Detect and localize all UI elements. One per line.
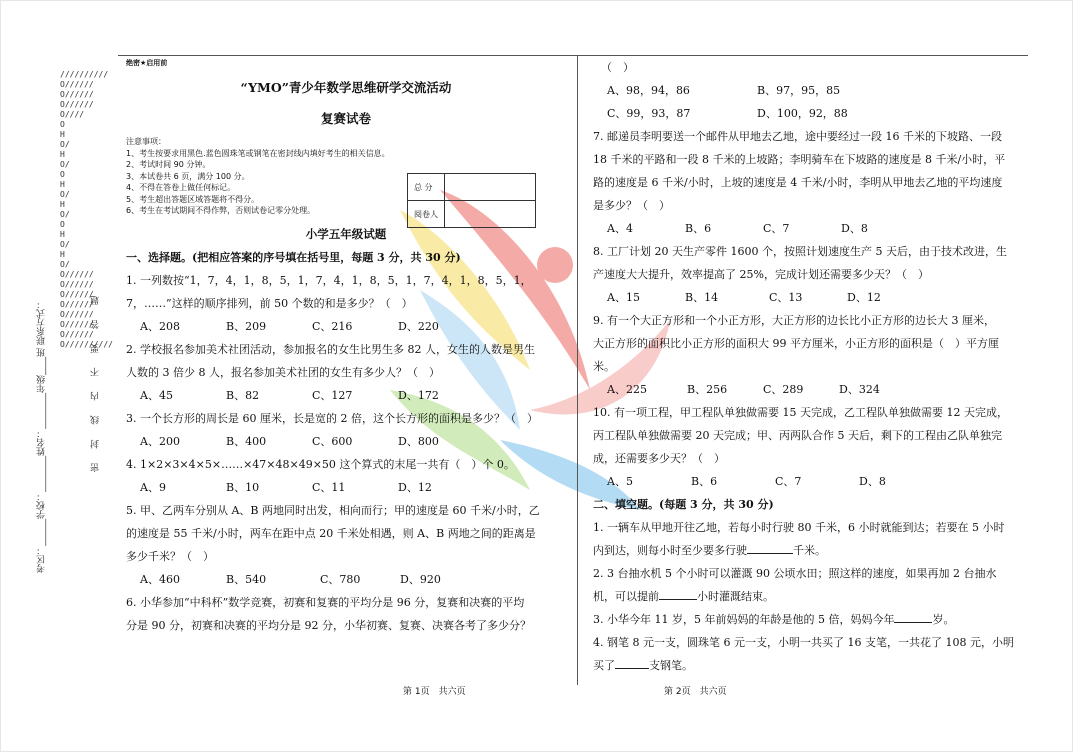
page-2 (593, 56, 1033, 677)
option: B、10 (226, 480, 260, 494)
option: D、12 (398, 480, 432, 494)
section1-heading: 一、选择题。(把相应答案的序号填在括号里，每题 3 分，共 30 分) (126, 250, 461, 264)
answer-blank[interactable] (894, 610, 932, 623)
option: C、600 (312, 434, 353, 448)
total-score-label: 总 分 (408, 174, 445, 201)
answer-blank[interactable] (747, 541, 793, 554)
f2-text: 机，可以提前 小时灌溉结束。 (593, 585, 1033, 608)
seal-line-pattern: //////////O//////O//////O//////O////OHO/HO/OHO/HO/OHO/HO/O//////O//////O//////O//////O//////O//////O//////O////////// (60, 70, 113, 349)
option: A、4 (607, 222, 633, 235)
q3-options (126, 430, 566, 453)
f2-text: 2. 3 台抽水机 5 个小时可以灌溉 90 公顷水田；照这样的速度，如果再加 2 台抽水 (593, 567, 997, 580)
q9-text: 大正方形的面积比小正方形的面积大 99 平方厘米，小正方形的面积是（ ）平方厘 (593, 337, 999, 350)
option: C、13 (769, 291, 803, 304)
notes-heading: 注意事项： (126, 137, 166, 146)
option: D、12 (847, 291, 881, 304)
option: B、400 (226, 434, 267, 448)
q6-options-row1 (593, 79, 1033, 102)
q9-options (593, 378, 1033, 401)
exam-subtitle: 复赛试卷 (320, 111, 371, 126)
note-item: 1、考生按要求用黑色.蓝色圆珠笔或钢笔在密封线内填好考生的相关信息。 (126, 148, 390, 158)
option: A、45 (140, 388, 173, 402)
option: A、460 (140, 572, 180, 586)
q10-text: 成，还需要多少天？（ ） (593, 452, 725, 465)
answer-blank[interactable] (615, 656, 649, 669)
option: A、208 (140, 319, 180, 333)
option: D、8 (859, 475, 886, 488)
q4-text: 4. 1×2×3×4×5×……×47×48×49×50 这个算式的末尾一共有（ ）个 0。 (126, 457, 515, 471)
option: C、127 (312, 388, 353, 402)
option: B、14 (685, 291, 719, 304)
f4-text: 4. 钢笔 8 元一支，圆珠笔 6 元一支，小明一共买了 16 支笔，一共花了 108 元，小明 (593, 636, 1014, 649)
option: D、324 (839, 383, 880, 396)
option: A、15 (607, 291, 640, 304)
q1-text: 7，……”这样的顺序排列，前 50 个数的和是多少？（ ） (126, 296, 413, 310)
section2-heading: 二、填空题。(每题 3 分，共 30 分) (593, 498, 774, 511)
q9-text: 9. 有一个大正方形和一个小正方形，大正方形的边长比小正方形的边长大 3 厘米， (593, 314, 995, 327)
q6-text: 分是 90 分，初赛和决赛的平均分是 92 分，小华初赛、复赛、决赛各考了多少分？ (126, 618, 531, 632)
q2-text: 2. 学校报名参加美术社团活动，参加报名的女生比男生多 82 人，女生的人数是男生 (126, 342, 535, 356)
secret-mark: 绝密★启用前 (126, 59, 168, 67)
option: C、289 (763, 383, 804, 396)
f4-text: 买了 支钢笔。 (593, 654, 1033, 677)
option: B、6 (691, 475, 718, 488)
answer-blank[interactable] (659, 587, 697, 600)
option: D、8 (841, 222, 868, 235)
column-divider (577, 55, 578, 685)
student-info-fields: 考区：______学校：________姓名：________年级____班 联系方式： (37, 300, 47, 573)
option: A、200 (140, 434, 180, 448)
q10-options (593, 470, 1033, 493)
option: B、6 (685, 222, 712, 235)
option: C、7 (763, 222, 790, 235)
page-number-right: 第 2页 共六页 (664, 687, 727, 697)
note-item: 5、考生超出答题区域答题将不得分。 (126, 194, 260, 204)
option: A、5 (607, 475, 633, 488)
q9-text: 米。 (593, 360, 615, 373)
page-number-left: 第 1页 共六页 (403, 687, 466, 697)
q4-options (126, 476, 566, 499)
q8-options (593, 286, 1033, 309)
f1-text: 内到达，则每小时至少要多行驶 千米。 (593, 539, 1033, 562)
exam-title: “YMO”青少年数学思维研学交流活动 (240, 80, 452, 95)
option: C、7 (775, 475, 802, 488)
q5-text: 的速度是 55 千米/小时，两车在距中点 20 千米处相遇，则 A、B 两地之间的距离是 (126, 526, 536, 540)
total-score-cell[interactable] (445, 174, 536, 201)
option: B、97，95，85 (757, 84, 841, 97)
note-item: 3、本试卷共 6 页，满分 100 分。 (126, 171, 250, 181)
q1-text: 1. 一列数按“1，7，4，1，8，5，1，7，4，1，8，5，1，7，4，1，8，5，1， (126, 273, 532, 287)
grader-cell[interactable] (445, 201, 536, 228)
q3-text: 3. 一个长方形的周长是 60 厘米，长是宽的 2 倍，这个长方形的面积是多少？（ ） (126, 411, 538, 425)
option: B、82 (226, 388, 260, 402)
score-table (407, 173, 536, 228)
option: A、225 (607, 383, 647, 396)
grader-label: 阅卷人 (408, 201, 445, 228)
page-1 (126, 56, 566, 637)
q8-text: 产速度大大提升，效率提高了 25%，完成计划还需要多少天？（ ） (593, 268, 929, 281)
f3-text: 3. 小华今年 11 岁，5 年前妈妈的年龄是他的 5 倍，妈妈今年 岁。 (593, 608, 1033, 631)
q10-text: 10. 有一项工程，甲工程队单独做需要 15 天完成，乙工程队单独做需要 12 天完成， (593, 406, 1008, 419)
q5-options (126, 568, 566, 591)
q7-text: 路的速度是 6 千米/小时，上坡的速度是 4 千米/小时，李明从甲地去乙地的平均速度 (593, 176, 1003, 189)
grade-title: 小学五年级试题 (305, 226, 387, 241)
option: D、800 (398, 434, 439, 448)
option: C、99，93，87 (607, 107, 691, 120)
note-item: 2、考试时间 90 分钟。 (126, 160, 211, 169)
q6-text: （ ） (601, 61, 634, 74)
option: C、780 (320, 572, 361, 586)
option: B、256 (687, 383, 728, 396)
option: B、209 (226, 319, 267, 333)
q10-text: 丙工程队单独做需要 20 天完成；甲、丙两队合作 5 天后，剩下的工程由乙队单独完 (593, 429, 1002, 442)
option: D、220 (398, 319, 439, 333)
q7-text: 是多少？（ ） (593, 199, 670, 212)
exam-notes (126, 136, 416, 217)
note-item: 4、不得在答卷上做任何标记。 (126, 183, 236, 192)
option: D、172 (398, 388, 439, 402)
q7-text: 7. 邮递员李明要送一个邮件从甲地去乙地，途中要经过一段 16 千米的下坡路、一段 (593, 130, 1002, 143)
q1-options (126, 315, 566, 338)
q5-text: 5. 甲、乙两车分别从 A、B 两地同时出发，相向而行；甲的速度是 60 千米/小时，乙 (126, 503, 540, 517)
option: C、216 (312, 319, 353, 333)
note-item: 6、考生在考试期间不得作弊，否则试卷记零分处理。 (126, 206, 316, 215)
q2-text: 人数的 3 倍少 8 人，报名参加美术社团的女生有多少人？（ ） (126, 365, 440, 379)
option: D、100，92，88 (757, 107, 848, 120)
q2-options (126, 384, 566, 407)
option: D、920 (400, 572, 441, 586)
q6-options-row2 (593, 102, 1033, 125)
option: C、11 (312, 480, 346, 494)
q7-text: 18 千米的平路和一段 8 千米的上坡路；李明骑车在下坡路的速度是 8 千米/小时，平 (593, 153, 1006, 166)
q5-text: 多少千米？（ ） (126, 549, 214, 563)
seal-notice: 密 封 线 内 不 要 答 题 (91, 290, 101, 473)
option: A、98，94，86 (607, 84, 690, 97)
option: B、540 (226, 572, 267, 586)
q6-text: 6. 小华参加“中科杯”数学竞赛，初赛和复赛的平均分是 96 分，复赛和决赛的平均 (126, 595, 525, 609)
q7-options (593, 217, 1033, 240)
option: A、9 (140, 480, 166, 494)
f1-text: 1. 一辆车从甲地开往乙地，若每小时行驶 80 千米，6 小时就能到达；若要在 5 小时 (593, 521, 1005, 534)
q8-text: 8. 工厂计划 20 天生产零件 1600 个，按照计划速度生产 5 天后，由于技术改进，生 (593, 245, 1007, 258)
